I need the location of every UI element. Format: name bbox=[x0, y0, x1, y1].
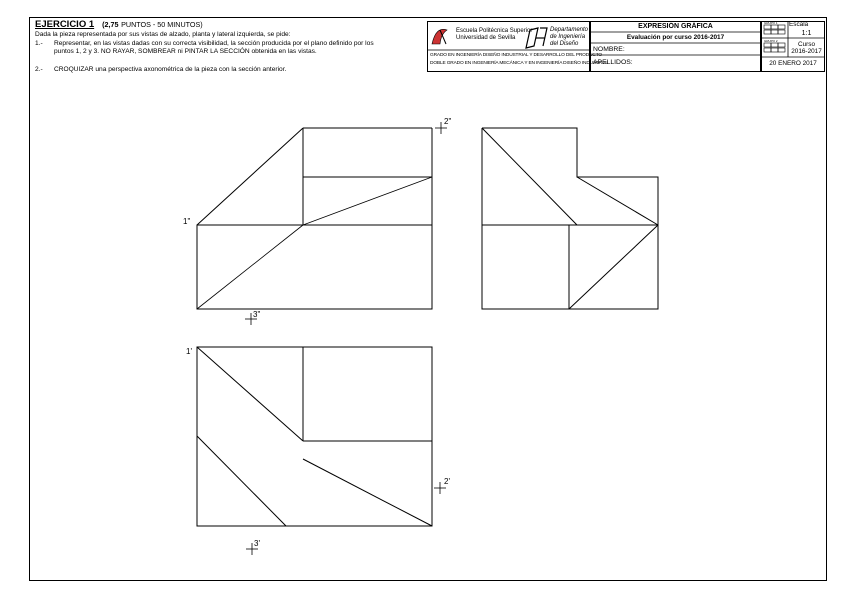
point-3-front-label: 3" bbox=[253, 310, 261, 319]
point-1-plan-label: 1' bbox=[186, 347, 192, 356]
exercise-intro: Dada la pieza representada por sus vistas de alzado, planta y lateral izquierda, se pide: bbox=[35, 31, 291, 38]
group-1-label: GRUPO 1 bbox=[764, 21, 778, 25]
front-view bbox=[197, 128, 432, 309]
side-view bbox=[482, 128, 658, 309]
item-1-text: Representar, en las vistas dadas con su correcta visibilidad, la sección producida por el plano definido por los puntos 1, 2 y 3. NO RAYAR, SOMBREAR ni PINTAR LA SECCIÓN obtenida en las vistas. bbox=[54, 40, 374, 56]
group-2-label: GRUPO 2 bbox=[764, 39, 778, 43]
scale-value: 1:1 bbox=[801, 30, 812, 37]
item-2-text: CROQUIZAR una perspectiva axonométrica de la pieza con la sección anterior. bbox=[54, 66, 287, 73]
school-logo-icon bbox=[432, 29, 447, 44]
evaluation-label: Evaluación por curso 2016-2017 bbox=[626, 34, 725, 41]
point-2-plan-label: 2' bbox=[444, 477, 450, 486]
point-2-front-label: 2" bbox=[444, 117, 452, 126]
school-name: Escuela Politécnica Superior Universidad de Sevilla bbox=[456, 28, 533, 41]
point-markers bbox=[245, 122, 447, 555]
course-value: 2016-2017 bbox=[791, 48, 822, 55]
point-3-plan-label: 3' bbox=[254, 539, 260, 548]
item-2-number: 2.- bbox=[35, 66, 43, 73]
course-label: Curso bbox=[797, 41, 816, 48]
name-label: NOMBRE: bbox=[593, 46, 625, 53]
item-1-number: 1.- bbox=[35, 40, 43, 47]
department-name: Departamento de Ingeniería del Diseño bbox=[550, 27, 589, 47]
degree-names: GRADO EN INGENIERÍA DISEÑO INDUSTRIAL Y DESARROLLO DEL PRODUCTO DOBLE GRADO EN INGENIERÍA MECÁNICA Y EN INGENIERÍA DISEÑO INDUSTRIAL bbox=[430, 53, 609, 66]
exam-date: 20 ENERO 2017 bbox=[769, 60, 817, 67]
plan-view bbox=[197, 347, 432, 526]
point-1-front-label: 1" bbox=[183, 217, 191, 226]
surname-label: APELLIDOS: bbox=[593, 59, 633, 66]
scale-label: Escala bbox=[789, 21, 809, 28]
subject-name: EXPRESIÓN GRÁFICA bbox=[638, 23, 713, 30]
exercise-title: EJERCICIO 1 (2,75 PUNTOS - 50 MINUTOS) bbox=[35, 19, 203, 30]
